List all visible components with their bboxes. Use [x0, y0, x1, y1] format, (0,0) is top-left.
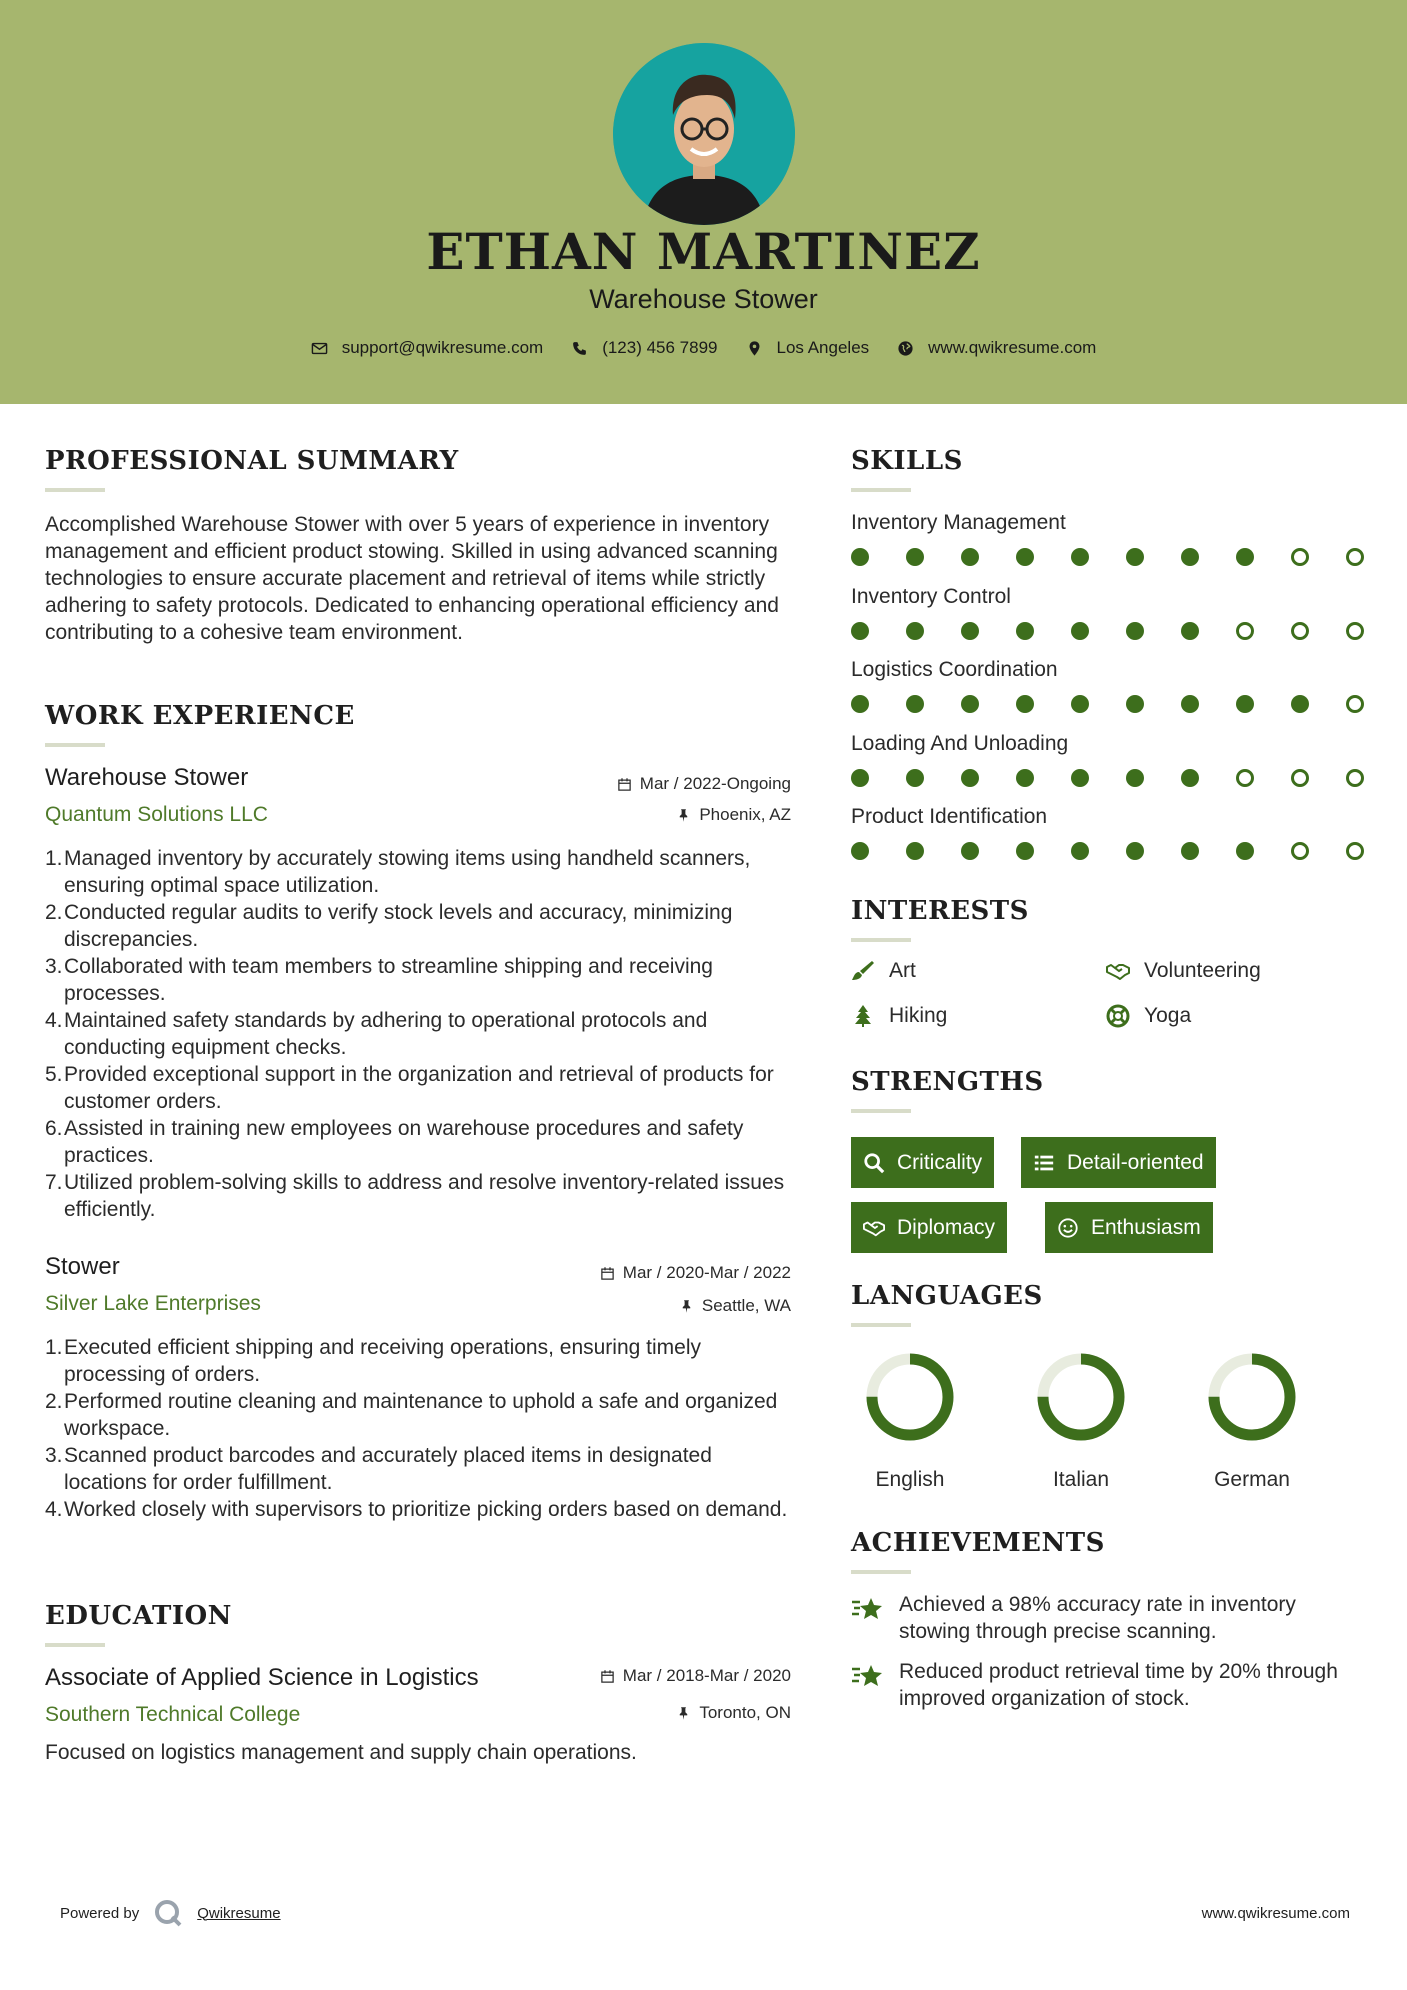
rating-dot-filled: [1181, 842, 1199, 860]
handshake-icon: [1106, 959, 1130, 983]
rating-dot-filled: [1126, 622, 1144, 640]
calendar-icon: [600, 1669, 615, 1684]
list-item: 7. Utilized problem-solving skills to address and resolve inventory-related issues efficiently.: [45, 1171, 785, 1221]
rating-dot-filled: [906, 842, 924, 860]
contact-bar: [0, 338, 1407, 358]
experience-rule: [45, 743, 105, 747]
search-icon: [863, 1152, 885, 1174]
rating-dot-filled: [1291, 695, 1309, 713]
rating-dot-empty: [1291, 622, 1309, 640]
rating-dot-empty: [1236, 769, 1254, 787]
handshake-icon: [863, 1217, 885, 1239]
education-location-text: Toronto, ON: [699, 1703, 791, 1722]
paintbrush-icon: [851, 959, 875, 983]
skills-rule: [851, 488, 911, 492]
language-progress-ring: [1036, 1352, 1126, 1442]
rating-dot-empty: [1346, 622, 1364, 640]
language-english: [855, 1352, 965, 1492]
job-role: Stower: [45, 1253, 120, 1280]
job-role: Warehouse Stower: [45, 764, 249, 791]
rating-dot-filled: [1181, 548, 1199, 566]
rating-dot-filled: [1181, 695, 1199, 713]
achievements-heading: ACHIEVEMENTS: [851, 1528, 1105, 1558]
strength-label: Criticality: [897, 1150, 983, 1174]
achievement-text: Achieved a 98% accuracy rate in inventory stowing through precise scanning.: [899, 1593, 1296, 1643]
rating-dot-filled: [906, 695, 924, 713]
rating-dot-filled: [906, 548, 924, 566]
list-item-text: Managed inventory by accurately stowing items using handheld scanners, ensuring optimal space utilization.: [64, 847, 751, 897]
education-degree: Associate of Applied Science in Logistics: [45, 1664, 479, 1691]
list-item-text: Performed routine cleaning and maintenance to uphold a safe and organized workspace.: [64, 1390, 778, 1440]
achievement-item: [851, 1658, 1351, 1712]
job-company: Quantum Solutions LLC: [45, 803, 268, 826]
footer-website[interactable]: www.qwikresume.com: [1201, 1905, 1350, 1922]
lifering-icon: [1106, 1004, 1130, 1028]
interest-item-art: [851, 959, 916, 983]
strength-badge-detail-oriented: [1021, 1137, 1216, 1188]
rating-dot-filled: [851, 842, 869, 860]
job-dates: [500, 1263, 791, 1283]
rating-dot-filled: [1236, 695, 1254, 713]
rating-dot-empty: [1346, 842, 1364, 860]
shooting-star-icon: [851, 1593, 885, 1623]
languages-rule: [851, 1323, 911, 1327]
candidate-name: ETHAN MARTINEZ: [426, 222, 981, 281]
list-item: 1. Executed efficient shipping and receiving operations, ensuring timely processing of orders.: [45, 1336, 701, 1386]
footer-powered-by: [60, 1898, 281, 1928]
job-location: [500, 1296, 791, 1316]
education-location: [500, 1703, 791, 1723]
contact-location: [746, 338, 870, 358]
strength-label: Detail-oriented: [1067, 1150, 1204, 1174]
job-dates: [500, 774, 791, 794]
education-rule: [45, 1643, 105, 1647]
strength-badge-enthusiasm: [1045, 1202, 1213, 1253]
pushpin-icon: [679, 1299, 694, 1314]
language-label: Italian: [1052, 1468, 1110, 1491]
rating-dot-filled: [1126, 769, 1144, 787]
rating-dot-empty: [1346, 695, 1364, 713]
job-location-text: Phoenix, AZ: [699, 805, 791, 824]
contact-email[interactable]: [311, 338, 544, 358]
education-heading: EDUCATION: [45, 1601, 232, 1631]
rating-dot-filled: [1071, 695, 1089, 713]
interests-heading: INTERESTS: [851, 896, 1029, 926]
job-company: Silver Lake Enterprises: [45, 1292, 261, 1315]
achievement-text: Reduced product retrieval time by 20% through improved organization of stock.: [899, 1660, 1338, 1710]
list-item: 4. Maintained safety standards by adhering to operational protocols and conducting equipment checks.: [45, 1009, 708, 1059]
skills-heading: SKILLS: [851, 446, 963, 476]
globe-icon: [897, 340, 914, 357]
skill-name: Product Identification: [851, 805, 1048, 828]
list-item-text: Utilized problem-solving skills to address and resolve inventory-related issues efficiently.: [64, 1171, 785, 1221]
phone-text: (123) 456 7899: [602, 338, 718, 357]
interest-label: Hiking: [889, 1004, 948, 1027]
qwikresume-link[interactable]: Qwikresume: [197, 1904, 281, 1922]
rating-dot-empty: [1291, 842, 1309, 860]
job-bullets: [45, 845, 795, 1223]
rating-dot-empty: [1236, 622, 1254, 640]
rating-dot-filled: [1126, 695, 1144, 713]
pushpin-icon: [676, 1706, 691, 1721]
list-item: 4. Worked closely with supervisors to prioritize picking orders based on demand.: [45, 1498, 788, 1521]
education-dates: [500, 1666, 791, 1686]
strengths-rule: [851, 1109, 911, 1113]
smile-icon: [1057, 1217, 1079, 1239]
language-label: English: [875, 1468, 945, 1491]
powered-by-text: Powered by: [60, 1904, 140, 1922]
rating-dot-filled: [1181, 769, 1199, 787]
job-dates-text: Mar / 2022-Ongoing: [639, 774, 791, 793]
interest-item-volunteering: [1106, 959, 1261, 983]
strength-badge-criticality: [851, 1137, 994, 1188]
skill-rating: [851, 769, 1401, 787]
contact-website[interactable]: [897, 338, 1096, 358]
rating-dot-filled: [1016, 695, 1034, 713]
rating-dot-filled: [1016, 769, 1034, 787]
strengths-heading: STRENGTHS: [851, 1067, 1044, 1097]
strength-badge-diplomacy: [851, 1202, 1007, 1253]
rating-dot-empty: [1291, 548, 1309, 566]
rating-dot-filled: [1016, 548, 1034, 566]
skill-rating: [851, 622, 1401, 640]
interest-label: Yoga: [1144, 1004, 1192, 1027]
rating-dot-filled: [1071, 842, 1089, 860]
rating-dot-filled: [906, 769, 924, 787]
language-label: German: [1214, 1468, 1290, 1491]
rating-dot-filled: [961, 622, 979, 640]
rating-dot-filled: [906, 622, 924, 640]
rating-dot-filled: [1016, 842, 1034, 860]
skill-name: Inventory Management: [851, 511, 1066, 534]
summary-rule: [45, 488, 105, 492]
list-item: 6. Assisted in training new employees on warehouse procedures and safety practices.: [45, 1117, 744, 1167]
education-description: Focused on logistics management and supply chain operations.: [45, 1741, 637, 1764]
language-german: [1197, 1352, 1307, 1492]
list-icon: [1033, 1152, 1055, 1174]
summary-heading: PROFESSIONAL SUMMARY: [45, 446, 459, 476]
skill-name: Inventory Control: [851, 584, 1011, 608]
contact-phone[interactable]: [571, 338, 717, 358]
tree-icon: [851, 1004, 875, 1028]
location-text: Los Angeles: [776, 338, 870, 357]
rating-dot-filled: [1071, 769, 1089, 787]
strength-label: Enthusiasm: [1091, 1215, 1201, 1239]
rating-dot-filled: [1236, 548, 1254, 566]
email-text: support@qwikresume.com: [341, 338, 544, 357]
summary-text: Accomplished Warehouse Stower with over 5 years of experience in inventory management and efficient product stowing. Skilled in using advanced scanning technologies to ensure accurate placement and retrieval of items while strictly adhering to safety protocols. Dedicated to enhancing operational efficiency and contributing to a cohesive team environment.: [45, 513, 779, 644]
list-item-text: Worked closely with supervisors to prioritize picking orders based on demand.: [64, 1498, 788, 1521]
language-progress-ring: [865, 1352, 955, 1442]
rating-dot-filled: [851, 622, 869, 640]
skill-rating: [851, 548, 1401, 566]
rating-dot-filled: [851, 769, 869, 787]
map-pin-icon: [746, 340, 763, 357]
rating-dot-empty: [1346, 548, 1364, 566]
skill-rating: [851, 842, 1401, 860]
shooting-star-icon: [851, 1660, 885, 1690]
list-item-text: Executed efficient shipping and receiving operations, ensuring timely processing of orders.: [64, 1336, 701, 1386]
achievement-item: [851, 1591, 1351, 1645]
list-item: 2. Performed routine cleaning and maintenance to uphold a safe and organized workspace.: [45, 1390, 778, 1440]
header-banner: [0, 0, 1407, 404]
rating-dot-filled: [961, 842, 979, 860]
rating-dot-filled: [851, 548, 869, 566]
website-text: www.qwikresume.com: [928, 338, 1097, 357]
education-school: Southern Technical College: [45, 1703, 301, 1726]
job-dates-text: Mar / 2020-Mar / 2022: [622, 1263, 791, 1282]
interests-rule: [851, 938, 911, 942]
avatar-icon: [613, 43, 795, 225]
rating-dot-filled: [1071, 622, 1089, 640]
list-item-text: Scanned product barcodes and accurately placed items in designated locations for order fulfillment.: [64, 1444, 712, 1494]
rating-dot-filled: [1126, 842, 1144, 860]
skill-rating: [851, 695, 1401, 713]
language-italian: [1026, 1352, 1136, 1492]
profile-photo: [613, 43, 795, 225]
list-item: 3. Scanned product barcodes and accurately placed items in designated locations for order fulfillment.: [45, 1444, 712, 1494]
rating-dot-filled: [961, 769, 979, 787]
interest-item-hiking: [851, 1004, 947, 1028]
rating-dot-empty: [1291, 769, 1309, 787]
qwikresume-logo-icon: [153, 1898, 183, 1928]
list-item-text: Conducted regular audits to verify stock levels and accuracy, minimizing discrepancies.: [64, 901, 733, 951]
experience-heading: WORK EXPERIENCE: [45, 701, 355, 731]
languages-heading: LANGUAGES: [851, 1281, 1043, 1311]
rating-dot-empty: [1346, 769, 1364, 787]
rating-dot-filled: [961, 695, 979, 713]
phone-icon: [571, 340, 588, 357]
rating-dot-filled: [1016, 622, 1034, 640]
rating-dot-filled: [1236, 842, 1254, 860]
rating-dot-filled: [961, 548, 979, 566]
list-item: 2. Conducted regular audits to verify stock levels and accuracy, minimizing discrepancies.: [45, 901, 733, 951]
education-dates-text: Mar / 2018-Mar / 2020: [622, 1666, 791, 1685]
strength-label: Diplomacy: [897, 1215, 996, 1239]
calendar-icon: [600, 1266, 615, 1281]
language-progress-ring: [1207, 1352, 1297, 1442]
achievements-rule: [851, 1570, 911, 1574]
rating-dot-filled: [851, 695, 869, 713]
job-bullets: [45, 1334, 795, 1523]
list-item-text: Assisted in training new employees on warehouse procedures and safety practices.: [64, 1117, 744, 1167]
list-item-text: Maintained safety standards by adhering to operational protocols and conducting equipment checks.: [64, 1009, 708, 1059]
skill-name: Loading And Unloading: [851, 731, 1069, 755]
interest-label: Volunteering: [1144, 959, 1261, 982]
list-item: 3. Collaborated with team members to streamline shipping and receiving processes.: [45, 955, 713, 1005]
job-location: [500, 805, 791, 825]
list-item-text: Collaborated with team members to streamline shipping and receiving processes.: [64, 955, 713, 1005]
rating-dot-filled: [1126, 548, 1144, 566]
rating-dot-filled: [1181, 622, 1199, 640]
skill-name: Logistics Coordination: [851, 658, 1058, 681]
candidate-title: Warehouse Stower: [589, 284, 818, 314]
pushpin-icon: [676, 808, 691, 823]
calendar-icon: [617, 777, 632, 792]
list-item: 5. Provided exceptional support in the organization and retrieval of products for customer orders.: [45, 1063, 774, 1113]
interest-label: Art: [889, 959, 916, 982]
list-item-text: Provided exceptional support in the organization and retrieval of products for customer orders.: [64, 1063, 774, 1113]
list-item: 1. Managed inventory by accurately stowing items using handheld scanners, ensuring optimal space utilization.: [45, 847, 751, 897]
interest-item-yoga: [1106, 1004, 1191, 1028]
rating-dot-filled: [1071, 548, 1089, 566]
envelope-icon: [311, 340, 328, 357]
job-location-text: Seattle, WA: [701, 1296, 791, 1315]
